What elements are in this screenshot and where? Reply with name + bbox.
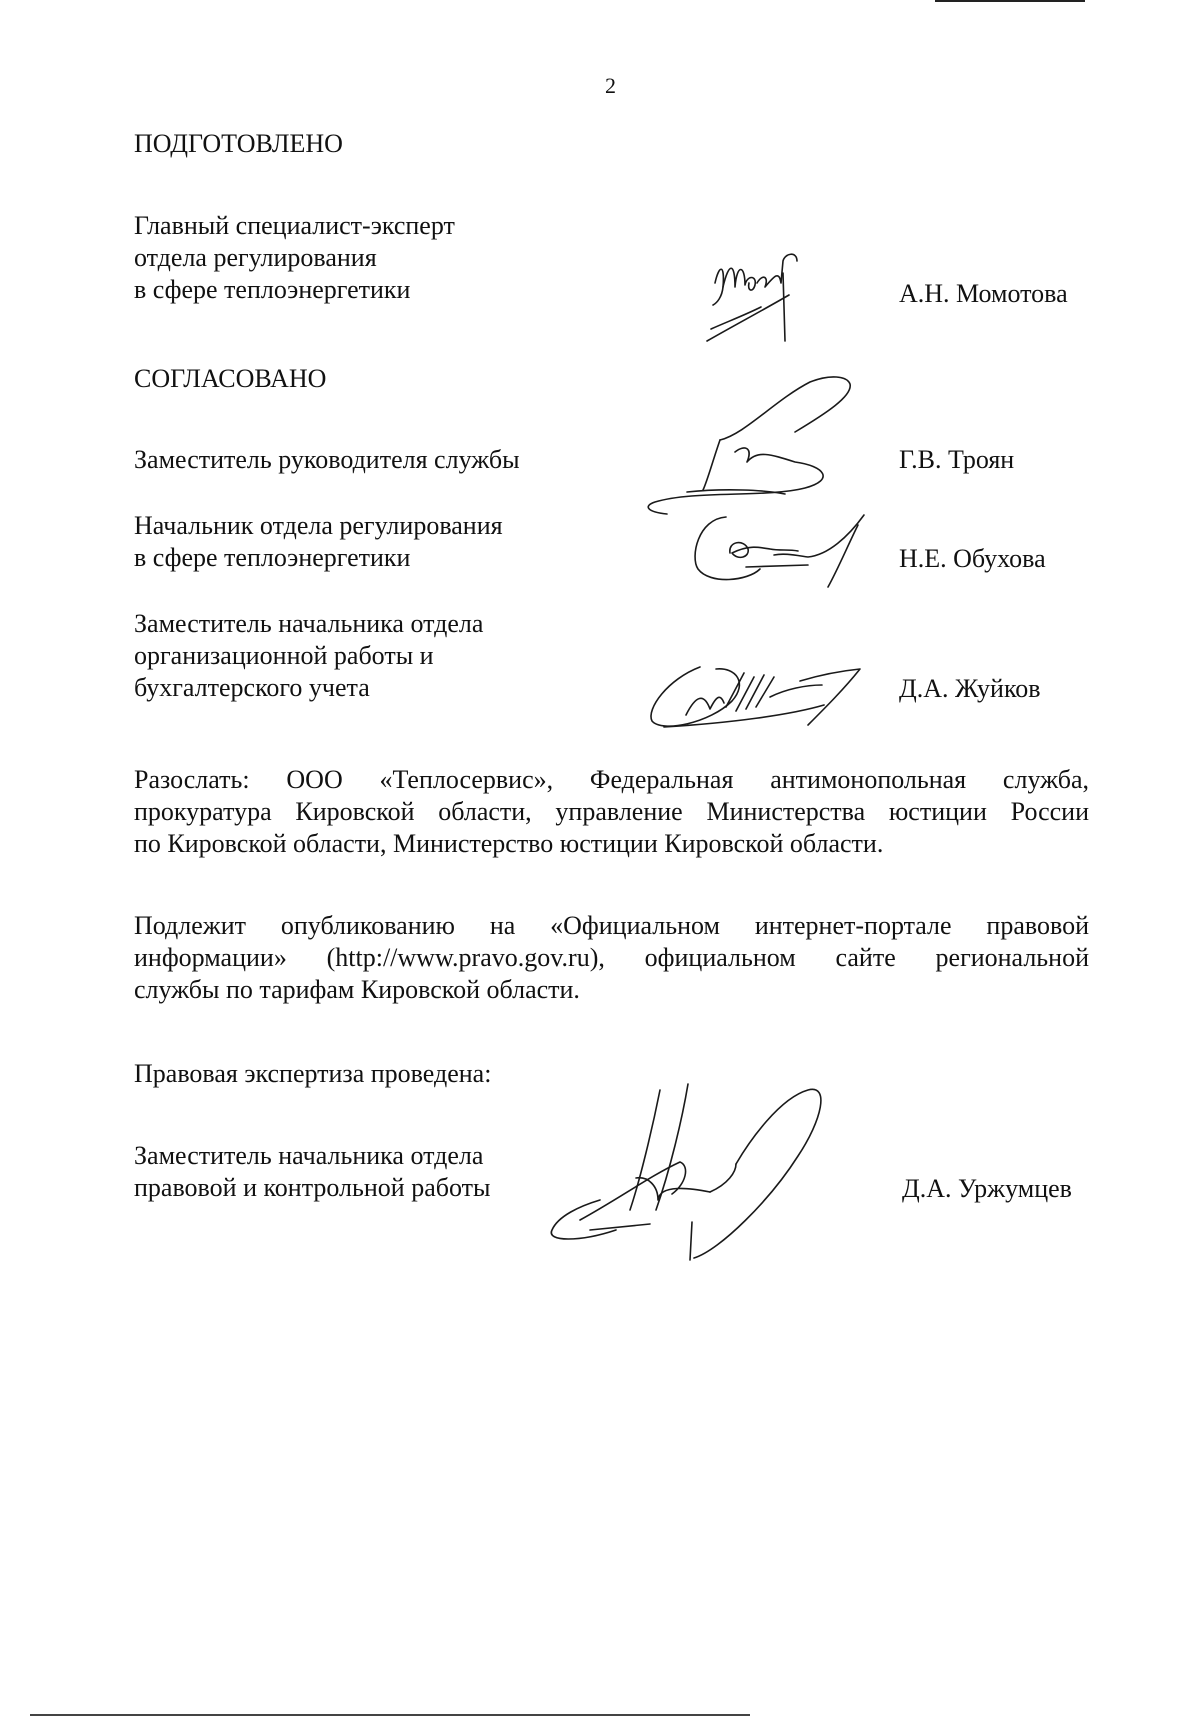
publication-line: Подлежит опубликованию на «Официальном интернет-портале правовой [134,911,1089,940]
position-line: Начальник отдела регулирования [134,511,503,540]
prepared-heading: ПОДГОТОВЛЕНО [134,129,343,158]
position-line: бухгалтерского учета [134,673,370,702]
position-line: в сфере теплоэнергетики [134,275,411,304]
agreed-position-2 [134,510,503,574]
signature-zhuykov [640,645,870,740]
legal-review-position [134,1140,490,1204]
position-line: отдела регулирования [134,243,377,272]
position-line: организационной работы и [134,641,434,670]
position-line: Заместитель начальника отдела [134,1141,484,1170]
position-line: Главный специалист-эксперт [134,211,455,240]
scan-edge-top [935,0,1085,2]
signer-name-urzhumtsev: Д.А. Уржумцев [902,1174,1072,1203]
legal-review-heading: Правовая экспертиза проведена: [134,1059,492,1088]
page-number: 2 [605,73,616,98]
publication-paragraph [134,910,1089,1006]
signature-obukhova [688,505,878,595]
position-line: Заместитель начальника отдела [134,609,484,638]
prepared-position [134,210,455,306]
distribution-paragraph [134,764,1089,860]
distribution-line: Разослать: ООО «Теплосервис», Федеральная антимонопольная служба, [134,765,1089,794]
position-line: Заместитель руководителя службы [134,445,520,474]
signature-urzhumtsev [540,1080,860,1270]
publication-line: информации» (http://www.pravo.gov.ru), официальном сайте региональной [134,943,1089,972]
position-line: в сфере теплоэнергетики [134,543,411,572]
scan-edge-bottom [30,1714,750,1716]
signer-name-momotova: А.Н. Момотова [899,279,1068,308]
agreed-position-3 [134,608,483,704]
signature-momotova [705,253,855,353]
distribution-line: прокуратура Кировской области, управление Министерства юстиции России [134,797,1089,826]
signer-name-obukhova: Н.Е. Обухова [899,544,1046,573]
agreed-heading: СОГЛАСОВАНО [134,364,327,393]
signer-name-zhuykov: Д.А. Жуйков [899,674,1041,703]
distribution-line: по Кировской области, Министерство юстиции Кировской области. [134,829,884,858]
agreed-position-1 [134,444,520,476]
publication-line: службы по тарифам Кировской области. [134,975,580,1004]
signer-name-troyan: Г.В. Троян [899,445,1015,474]
position-line: правовой и контрольной работы [134,1173,491,1202]
